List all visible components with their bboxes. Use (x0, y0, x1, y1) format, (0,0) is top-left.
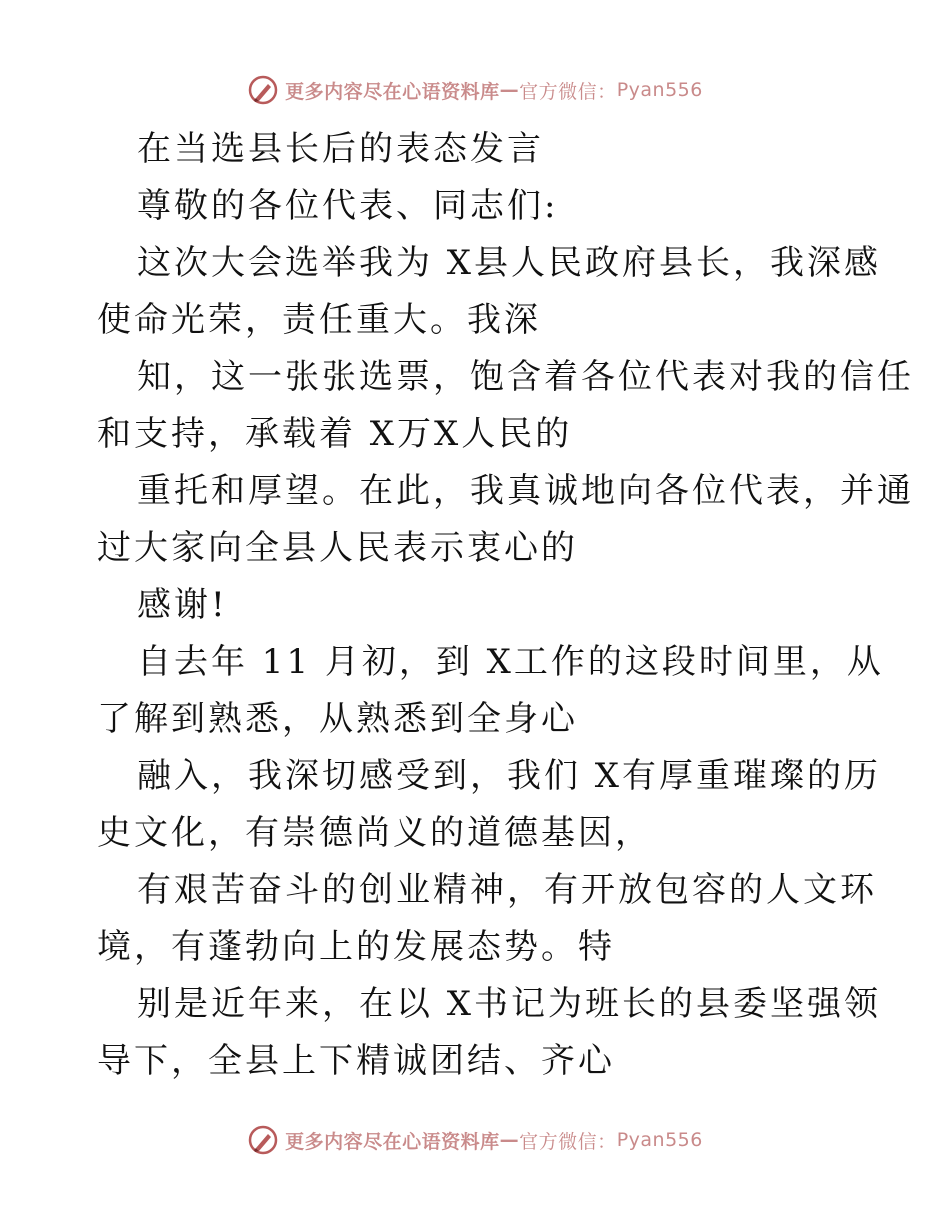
pen-circle-icon (247, 74, 279, 106)
text-line: 重托和厚望。在此，我真诚地向各位代表，并通 (137, 471, 914, 511)
text-line: 自去年 11 月初，到 X工作的这段时间里，从 (137, 642, 884, 682)
text-line: 史文化，有崇德尚义的道德基因， (97, 813, 652, 853)
footer-wechat-id: Pyan556 (616, 1129, 703, 1151)
text-line: 境，有蓬勃向上的发展态势。特 (97, 927, 615, 967)
text-line: 知，这一张张选票，饱含着各位代表对我的信任 (137, 357, 914, 397)
text-line: 过大家向全县人民表示衷心的 (97, 528, 578, 568)
footer-wechat-label: 官方微信： (519, 1130, 617, 1153)
header-brand-text: 更多内容尽在心语资料库 (285, 80, 500, 103)
footer-brand-text: 更多内容尽在心语资料库 (285, 1130, 500, 1153)
text-line: 有艰苦奋斗的创业精神，有开放包容的人文环 (137, 870, 877, 910)
document-title: 在当选县长后的表态发言 (137, 129, 544, 169)
text-line: 融入，我深切感受到，我们 X有厚重璀璨的历 (137, 756, 882, 796)
text-line: 别是近年来，在以 X书记为班长的县委坚强领 (137, 984, 882, 1024)
header-banner (0, 70, 950, 110)
footer-banner (0, 1120, 950, 1160)
text-line: 和支持，承载着 X万X人民的 (97, 414, 573, 454)
salutation: 尊敬的各位代表、同志们: (137, 186, 559, 226)
header-wechat-label: 官方微信： (519, 80, 617, 103)
text-line: 使命光荣，责任重大。我深 (97, 300, 541, 340)
pen-circle-icon (247, 1124, 279, 1156)
text-line: 导下，全县上下精诚团结、齐心 (97, 1041, 615, 1081)
header-separator: — (499, 79, 520, 101)
text-line: 了解到熟悉，从熟悉到全身心 (97, 699, 578, 739)
header-wechat-id: Pyan556 (616, 79, 703, 101)
text-line: 感谢! (137, 585, 228, 625)
text-line: 这次大会选举我为 X县人民政府县长，我深感 (137, 243, 882, 283)
footer-separator: — (499, 1129, 520, 1151)
